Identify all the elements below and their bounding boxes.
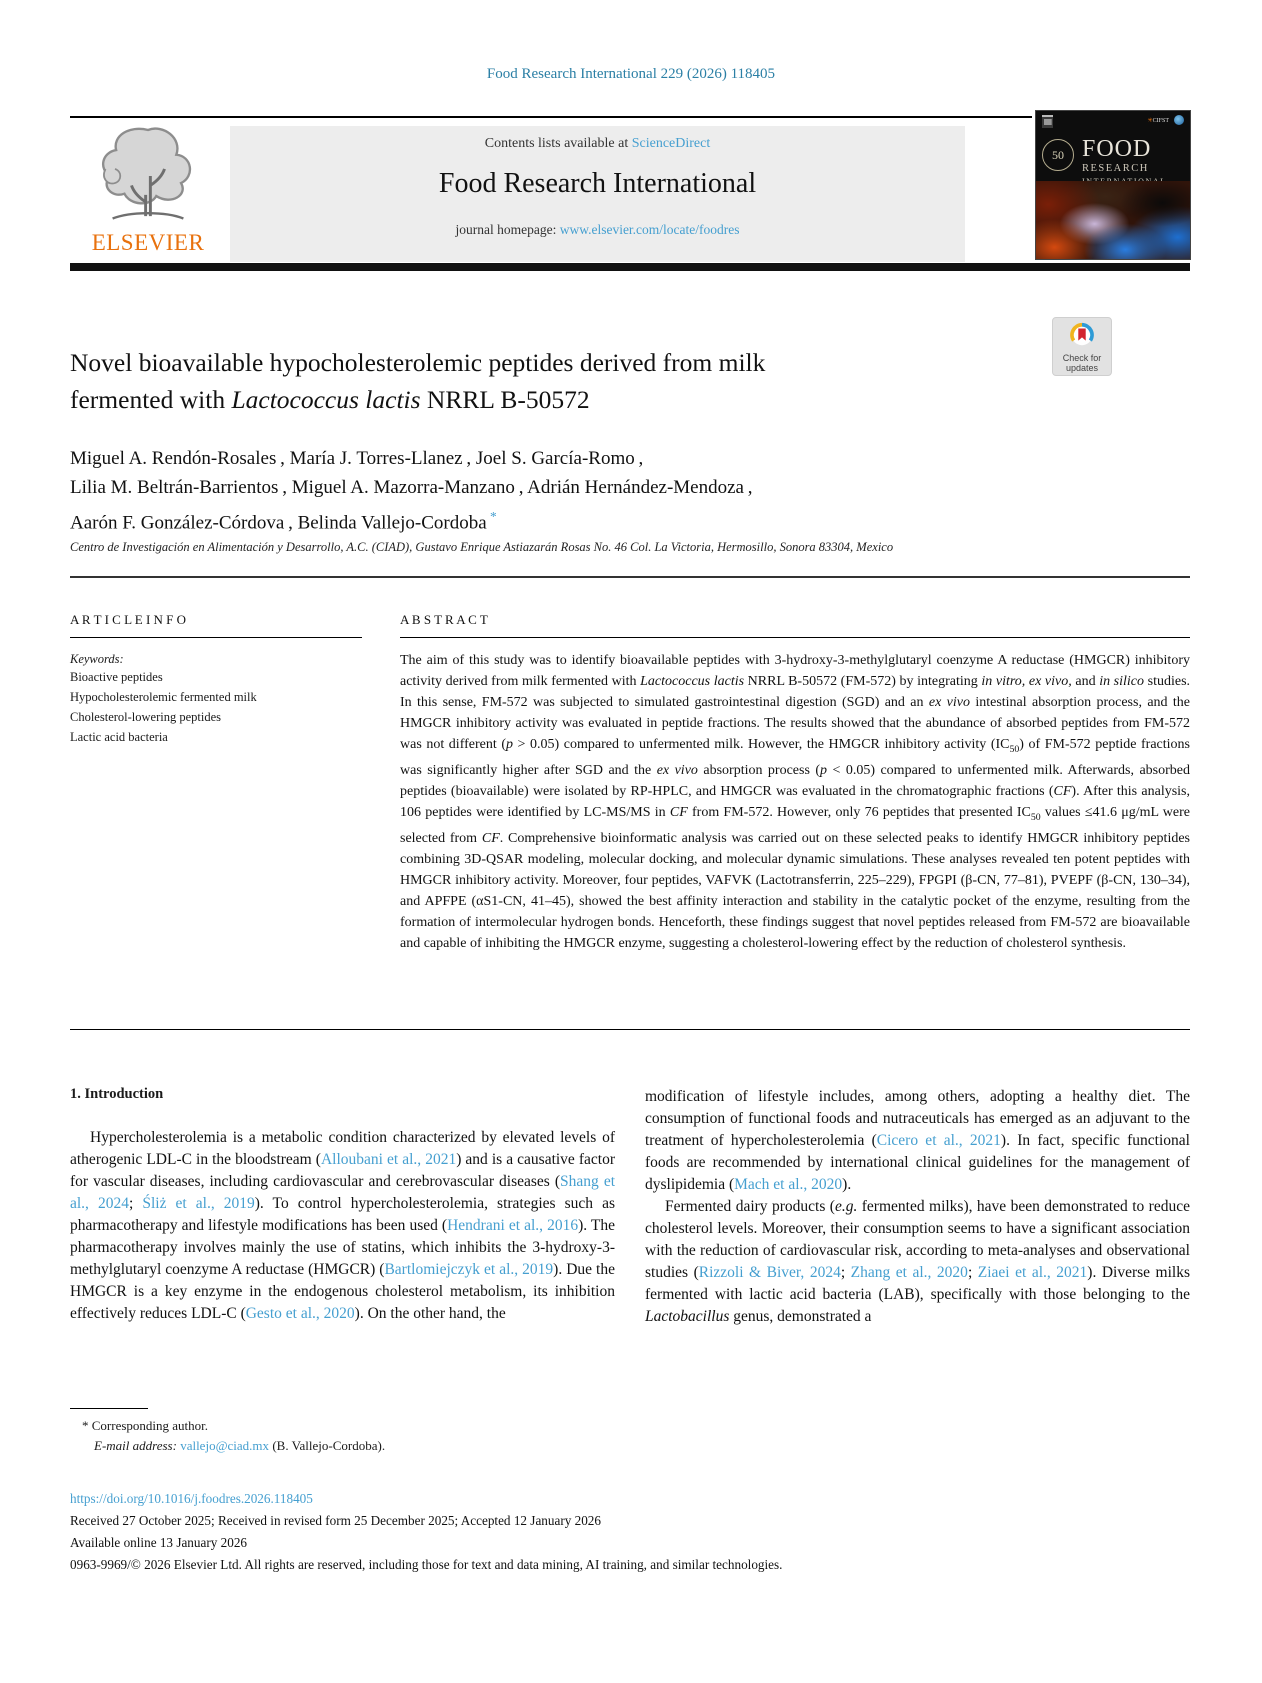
cifst-logo-icon: ✳CIFST <box>1147 117 1169 124</box>
cover-artwork <box>1036 181 1190 259</box>
cover-research-text: RESEARCH <box>1082 163 1149 174</box>
keyword-item: Cholesterol-lowering peptides <box>70 710 222 725</box>
email-line: E-mail address: vallejo@ciad.mx (B. Vallejo-Cordoba). <box>94 1438 386 1454</box>
elsevier-tree-icon <box>72 124 224 228</box>
journal-citation-header: Food Research International 229 (2026) 118405 <box>486 66 776 82</box>
introduction-left-column <box>70 1086 615 1325</box>
keyword-item: Hypocholesterolemic fermented milk <box>70 690 257 705</box>
abstract-underline <box>400 637 1190 638</box>
received-dates-line: Received 27 October 2025; Received in revised form 25 December 2025; Accepted 12 January 2026 <box>70 1513 601 1528</box>
introduction-paragraph: Fermented dairy products (e.g. fermented milks), have been demonstrated to reduce cholesterol levels. Moreover, their consumption seems to have a significant association with the reduction of cardiovascular risk, according to meta-analyses and observational studies (Rizzoli & Biver, 2024; Zhang et al., 2020; Ziaei et al., 2021). Diverse milks fermented with lactic acid bacteria (LAB), specifically with those belonging to the Lactobacillus genus, demonstrated a <box>645 1198 1191 1325</box>
author-line: Aarón F. González-Córdova , Belinda Vallejo-Cordoba * <box>70 509 497 534</box>
article-info-section <box>70 612 362 747</box>
introduction-paragraph: modification of lifestyle includes, among others, adopting a healthy diet. The consumption of functional foods and nutraceuticals has emerged as an adjuvant to the treatment of hypercholesterolemia (Cicero et al., 2021). In fact, specific functional foods are recommended by international clinical guidelines for the management of dyslipidemia (Mach et al., 2020). <box>645 1088 1190 1193</box>
corresponding-author-footnote <box>70 1408 615 1454</box>
check-for-updates-label: Check for updates <box>1062 353 1102 374</box>
corresponding-author-line: * Corresponding author. <box>82 1418 209 1434</box>
cover-food-text: FOOD <box>1082 136 1152 162</box>
elsevier-logo[interactable] <box>72 124 224 256</box>
journal-title: Food Research International <box>438 168 757 199</box>
keyword-item: Bioactive peptides <box>70 670 163 685</box>
iufost-logo-icon <box>1174 115 1184 125</box>
journal-header-box <box>230 126 965 262</box>
header-top-rule <box>70 116 1032 118</box>
article-title: Novel bioavailable hypocholesterolemic peptides derived from milk fermented with Lactococcus lactis NRRL B-50572 <box>70 348 766 414</box>
affiliation: Centro de Investigación en Alimentación y Desarrollo, A.C. (CIAD), Gustavo Enrique Astiazarán Rosas No. 46 Col. La Victoria, Hermosillo, Sonora 83304, Mexico <box>70 540 894 554</box>
article-info-underline <box>70 637 362 638</box>
header-divider-bar <box>70 263 1190 271</box>
article-info-heading: A R T I C L E I N F O <box>70 612 187 627</box>
author-line: Lilia M. Beltrán-Barrientos , Miguel A. Mazorra-Manzano , Adrián Hernández-Mendoza , <box>70 477 753 498</box>
introduction-right-column <box>645 1086 1190 1328</box>
abstract-bottom-rule <box>70 1029 1190 1030</box>
section-divider-rule <box>70 576 1190 578</box>
homepage-prefix: journal homepage: <box>455 222 560 237</box>
keywords-label: Keywords: <box>70 652 124 667</box>
homepage-line <box>230 222 965 238</box>
keyword-item: Lactic acid bacteria <box>70 730 168 745</box>
journal-homepage-link[interactable]: www.elsevier.com/locate/foodres <box>559 222 740 237</box>
cover-top-logos <box>1036 111 1190 131</box>
elsevier-mini-logo-icon <box>1042 115 1053 128</box>
footnote-divider <box>70 1408 148 1409</box>
contents-line <box>230 136 965 152</box>
available-online-line: Available online 13 January 2026 <box>70 1535 248 1550</box>
introduction-paragraph: Hypercholesterolemia is a metabolic condition characterized by elevated levels of atherogenic LDL-C in the bloodstream (Alloubani et al., 2021) and is a causative factor for vascular diseases, including cardiovascular and cerebrovascular diseases (Shang et al., 2024; Śliż et al., 2019). To control hypercholesterolemia, strategies such as pharmacotherapy and lifestyle modifications has been used (Hendrani et al., 2016). The pharmacotherapy involves mainly the use of statins, which inhibits the 3-hydroxy-3-methylglutaryl coenzyme A reductase (HMGCR) (Bartlomiejczyk et al., 2019). Due the HMGCR is a key enzyme in the endogenous cholesterol metabolism, its inhibition effectively reduces LDL-C (Gesto et al., 2020). On the other hand, the <box>70 1129 616 1322</box>
author-list <box>70 444 1030 537</box>
journal-cover-thumbnail[interactable] <box>1035 110 1191 260</box>
contents-prefix: Contents lists available at <box>484 136 632 151</box>
sciencedirect-link[interactable]: ScienceDirect <box>631 136 711 151</box>
doi-link[interactable]: https://doi.org/10.1016/j.foodres.2026.118405 <box>70 1491 313 1506</box>
fifty-years-badge: 50 <box>1042 139 1074 171</box>
elsevier-wordmark: ELSEVIER <box>91 230 205 255</box>
author-line: Miguel A. Rendón-Rosales , María J. Torres-Llanez , Joel S. García-Romo , <box>70 448 644 469</box>
crossmark-icon <box>1069 335 1095 352</box>
abstract-text: The aim of this study was to identify bioavailable peptides with 3-hydroxy-3-methylglutaryl coenzyme A reductase (HMGCR) inhibitory activity derived from milk fermented with Lactococcus lactis NRRL B-50572 (FM-572) by integrating in vitro, ex vivo, and in silico studies. In this sense, FM-572 was subjected to simulated gastrointestinal digestion (SGD) and an ex vivo intestinal absorption process, and the HMGCR inhibitory activity was evaluated in peptide fractions. The results showed that the abundance of absorbed peptides from FM-572 was not different (p > 0.05) compared to unfermented milk. However, the HMGCR inhibitory activity $(IC_{50})$ of FM-572 peptide fractions was significantly higher after SGD and the ex vivo absorption process (p < 0.05) compared to unfermented milk. Afterwards, absorbed peptides (bioavailable) were isolated by RP-HPLC, and HMGCR was evaluated in the chromatographic fractions (CF). After this analysis, 106 peptides were identified by LC-MS/MS in CF from FM-572. However, only 76 peptides that presented $IC_{50}$ values ≤41.6 μg/mL were selected from CF. Comprehensive bioinformatic analysis was carried out on these selected peaks to identify HMGCR inhibitory peptides combining 3D-QSAR modeling, molecular docking, and molecular dynamic simulations. These analyses revealed ten potent peptides with HMGCR inhibitory activity. Moreover, four peptides, VAFVK (Lactotransferrin, 225–229), FPGPI (β-CN, 77–81), PVEPF (β-CN, 130–34), and APFPE (αS1-CN, 41–45), showed the best affinity interaction and stability in the catalytic pocket of the enzyme, resulting from the formation of intermolecular hydrogen bonds. Henceforth, these findings suggest that novel peptides released from FM-572 are bioavailable and capable of inhibiting the HMGCR enzyme, suggesting a cholesterol-lowering effect by the reduction of cholesterol synthesis. <box>400 653 1191 951</box>
check-for-updates-button[interactable] <box>1052 317 1112 376</box>
cover-title-block <box>1036 131 1190 186</box>
abstract-heading: A B S T R A C T <box>400 612 488 627</box>
article-footer <box>70 1488 1190 1576</box>
abstract-section <box>400 612 1190 954</box>
introduction-heading: 1. Introduction <box>70 1086 164 1102</box>
copyright-line: 0963-9969/© 2026 Elsevier Ltd. All rights are reserved, including those for text and data mining, AI training, and similar technologies. <box>70 1557 783 1572</box>
